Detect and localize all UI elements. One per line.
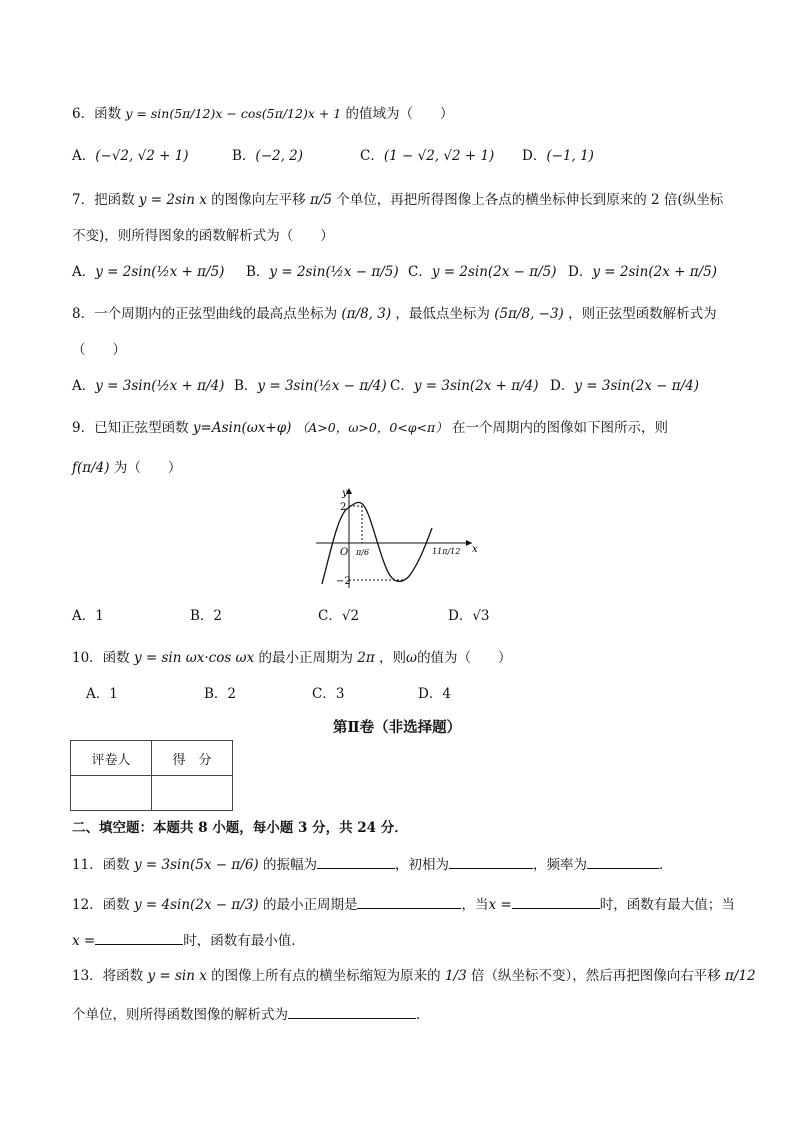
q10-option-d[interactable] [418,684,451,704]
q7-option-a[interactable] [72,262,224,282]
q10-stem-mid: 的最小正周期为 [258,650,353,666]
q7-stem-line1 [72,190,723,210]
q13-text-result: 个单位，则所得函数图像的解析式为 [72,1007,288,1023]
x-axis-label: x [472,544,478,555]
y-axis-label: y [342,488,348,499]
q6-option-a[interactable] [72,146,189,166]
q7-stem-mid: 的图像向左平移 [211,192,306,208]
q10-period: 2π [357,650,375,666]
q8-high-point: (π/8, 3) [341,306,392,322]
q9-stem-post: 在一个周期内的图像如下图所示，则 [452,420,668,436]
q10-stem-post: ，则 [379,650,407,666]
option-label: A． [72,148,96,164]
q13-formula: y = sin x [147,968,207,984]
q13-end-mark: ． [416,1007,430,1023]
option-text: 2 [213,608,223,624]
option-text: y = 2sin(½x − π/5) [269,264,399,280]
q9-label: 9．已知正弦型函数 [72,420,189,436]
option-text: y = 3sin(½x − π/4) [257,378,387,394]
q7-shift: π/5 [309,192,332,208]
q8-option-d[interactable] [550,376,699,396]
option-label: B． [190,608,214,624]
option-text: 3 [335,686,345,702]
q7-formula: y = 2sin x [138,192,207,208]
option-text: √2 [341,608,360,624]
option-text: y = 2sin(2x − π/5) [431,264,557,280]
option-text: 1 [95,608,104,624]
q7-option-d[interactable] [568,262,717,282]
q7-label: 7．把函数 [72,192,135,208]
option-label: D． [448,608,473,624]
q6-stem [72,104,454,124]
option-text: 1 [109,686,118,702]
option-label: B． [204,686,228,702]
q10-formula: y = sin ωx·cos ωx [133,650,255,666]
q8-stem-mid: ，最低点坐标为 [395,306,490,322]
option-text: 4 [442,686,451,702]
q12-blank-period[interactable] [357,894,461,909]
q11-formula: y = 3sin(5x − π/6) [133,857,259,873]
option-label: B． [234,378,258,394]
q13-shift: π/12 [725,968,756,984]
grader-cell[interactable] [71,776,152,811]
q13-ratio: 1/3 [444,968,467,984]
score-table [70,740,233,811]
option-text: y = 3sin(2x + π/4) [413,378,539,394]
q9-stem-line2 [72,458,181,478]
q11-stem [72,854,672,875]
q8-option-c[interactable] [390,376,539,396]
option-label: D． [418,686,443,702]
score-header: 得 分 [152,741,233,776]
option-text: (−1, 1) [546,148,594,164]
option-label: C． [318,608,342,624]
option-label: C． [360,148,384,164]
grader-header: 评卷人 [71,741,152,776]
option-label: C． [390,378,414,394]
q7-option-c[interactable] [408,262,557,282]
q8-option-b[interactable] [234,376,387,396]
option-label: A． [86,686,110,702]
q10-option-a[interactable] [86,684,118,704]
option-text: √3 [472,608,490,624]
score-cell[interactable] [152,776,233,811]
q9-option-b[interactable] [190,606,222,626]
q9-stem-tail: 为（ ） [113,460,182,476]
q12-blank-min-x[interactable] [95,930,183,945]
q6-option-c[interactable] [360,146,494,166]
section-title: 第Ⅱ卷（非选择题） [332,719,462,736]
q6-option-d[interactable] [522,146,594,166]
option-label: D． [568,264,593,280]
option-text: y = 2sin(½x + π/5) [95,264,225,280]
q12-text-period: 的最小正周期是 [262,897,358,913]
option-label: C． [408,264,432,280]
q9-stem-line1 [72,418,668,438]
q11-blank-frequency[interactable] [587,854,659,869]
q13-stem-line1 [72,966,756,986]
q7-stem-post: 个单位，再把所得图像上各点的横坐标伸长到原来的 2 倍(纵坐标 [336,192,724,208]
q11-text-amplitude: 的振幅为 [262,857,317,873]
q6-label: 6．函数 [72,106,122,122]
option-label: A． [72,264,96,280]
option-label: C． [312,686,336,702]
x-tick-pi-6: π/6 [356,548,370,557]
fill-in-heading: 二、填空题：本题共 8 小题，每小题 3 分，共 24 分． [72,820,408,836]
q13-label: 13．将函数 [72,968,144,984]
option-label: B． [246,264,270,280]
origin-label: O [340,547,349,558]
q13-text-shrink: 的图像上所有点的横坐标缩短为原来的 [211,968,441,984]
option-label: D． [550,378,575,394]
q12-text-when: ，当 [461,897,489,913]
option-text: y = 2sin(2x + π/5) [592,264,718,280]
q9-sine-graph [312,484,480,592]
q8-stem-line1 [72,304,717,324]
q9-option-c[interactable] [318,606,359,626]
q9-formula: y=Asin(ωx+φ) [192,420,292,436]
q12-x-eq-2: x = [72,933,96,949]
q12-text-max: 时，函数有最大值；当 [599,897,735,913]
option-label: A． [72,608,96,624]
q10-stem [72,648,512,668]
x-tick-11pi-12: 11π/12 [432,547,461,556]
option-text: y = 3sin(2x − π/4) [574,378,700,394]
q12-stem-line2 [72,930,305,951]
q13-blank-result[interactable] [288,1004,416,1019]
q11-period-mark: ． [658,857,673,873]
q12-text-min: 时，函数有最小值． [183,933,305,949]
q6-stem-tail: 的值域为（ ） [345,106,454,122]
q11-blank-phase[interactable] [449,854,533,869]
q13-stem-line2 [72,1004,430,1025]
q9-expression: f(π/4) [72,460,110,476]
y-min-label: −2 [336,576,351,587]
q10-option-b[interactable] [204,684,236,704]
q10-omega: ω [406,650,418,666]
option-text: (1 − √2, √2 + 1) [383,148,495,164]
option-label: B． [232,148,256,164]
q8-low-point: (5π/8, −3) [494,306,564,322]
option-text: (−2, 2) [255,148,304,164]
option-text: 2 [227,686,237,702]
option-text: (−√2, √2 + 1) [95,148,189,164]
q11-blank-amplitude[interactable] [317,854,395,869]
q13-text-shift: 倍（纵坐标不变），然后再把图像向右平移 [470,968,721,984]
q12-x-eq: x = [488,897,512,913]
q11-text-frequency: ，频率为 [532,857,587,873]
q9-option-d[interactable] [448,606,490,626]
q7-stem-line2: 不变)，则所得图象的函数解析式为（ ） [72,228,334,244]
q10-option-c[interactable] [312,684,344,704]
q8-label: 8．一个周期内的正弦型曲线的最高点坐标为 [72,306,338,322]
q6-formula: y = sin(5π/12)x − cos(5π/12)x + 1 [125,106,342,121]
q9-option-a[interactable] [72,606,104,626]
option-label: D． [522,148,547,164]
y-max-label: 2 [340,502,347,513]
q8-stem-line2: （ ） [72,342,126,358]
q11-label: 11．函数 [72,857,130,873]
q12-blank-max-x[interactable] [512,894,600,909]
q8-option-a[interactable] [72,376,224,396]
q6-option-b[interactable] [232,146,303,166]
q9-condition: （A>0，ω>0，0<φ<π） [295,420,448,435]
q10-stem-end: 的值为（ ） [417,650,512,666]
q10-label: 10．函数 [72,650,130,666]
option-text: y = 3sin(½x + π/4) [95,378,225,394]
q12-formula: y = 4sin(2x − π/3) [133,897,259,913]
q12-label: 12．函数 [72,897,130,913]
q7-option-b[interactable] [246,262,399,282]
q12-stem-line1 [72,894,735,915]
q11-text-phase: ，初相为 [394,857,449,873]
q8-stem-post: ，则正弦型函数解析式为 [568,306,717,322]
option-label: A． [72,378,96,394]
